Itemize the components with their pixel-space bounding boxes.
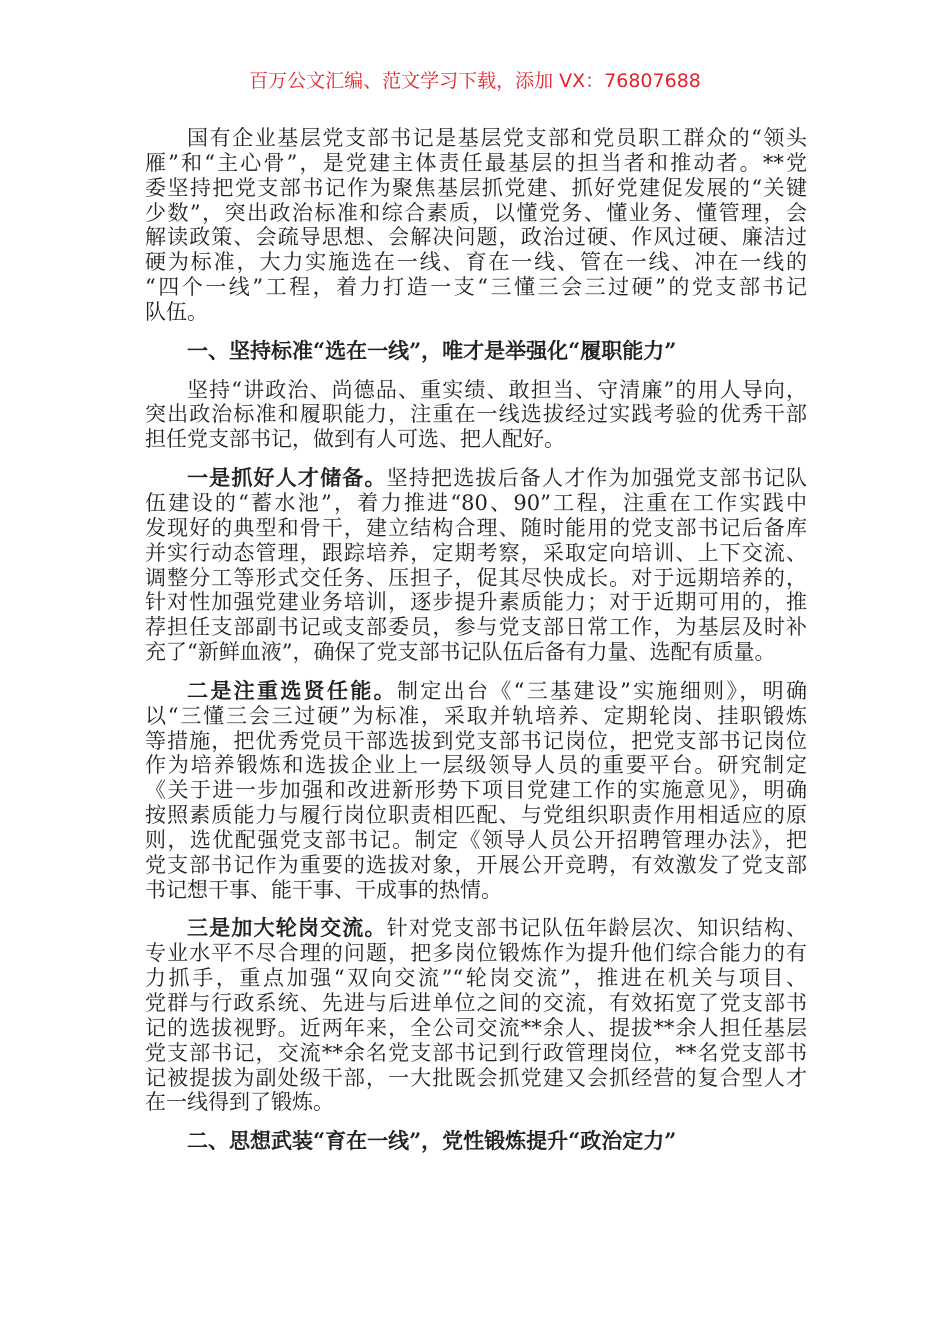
text-line: 以“三懂三会三过硬”为标准，采取并轨培养、定期轮岗、挂职锻炼: [145, 703, 807, 728]
paragraph-lead: 一是抓好人才储备。: [187, 465, 387, 491]
text-line: 则，选优配强党支部书记。制定《领导人员公开招聘管理办法》，把: [145, 827, 807, 852]
text-line: 《关于进一步加强和改进新形势下项目党建工作的实施意见》，明确: [145, 778, 807, 803]
text-line: 记的选拔视野。近两年来，全公司交流**余人、提拔**余人担任基层: [145, 1015, 807, 1040]
text-line: “四个一线”工程，着力打造一支“三懂三会三过硬”的党支部书记: [145, 275, 807, 300]
text-line: 二、思想武装“育在一线”，党性锻炼提升“政治定力”: [187, 1128, 677, 1154]
text-line: 作为培养锻炼和选拔企业上一层级领导人员的重要平台。研究制定: [145, 753, 807, 778]
paragraph: [145, 466, 807, 665]
text-line: 发现好的典型和骨干，建立结构合理、随时能用的党支部书记后备库: [145, 515, 807, 540]
text-line: 委坚持把党支部书记作为聚焦基层抓党建、抓好党建促发展的“关键: [145, 175, 807, 200]
text-line: 坚持“讲政治、尚德品、重实绩、敢担当、守清廉”的用人导向，: [187, 377, 807, 402]
text-line: 充了“新鲜血液”，确保了党支部书记队伍后备有力量、选配有质量。: [145, 640, 776, 665]
section-heading: [145, 339, 807, 364]
paragraph: [145, 126, 807, 325]
text-line: 力抓手，重点加强“双向交流”“轮岗交流”，推进在机关与项目、: [145, 966, 807, 991]
text-line: 并实行动态管理，跟踪培养，定期考察，采取定向培训、上下交流、: [145, 540, 807, 565]
text-line: 记被提拔为副处级干部，一大批既会抓党建又会抓经营的复合型人才: [145, 1065, 807, 1090]
text-line: 解读政策、会疏导思想、会解决问题，政治过硬、作风过硬、廉洁过: [145, 225, 807, 250]
text-line: 少数”，突出政治标准和综合素质，以懂党务、懂业务、懂管理，会: [145, 200, 807, 225]
text-line: 专业水平不尽合理的问题，把多岗位锻炼作为提升他们综合能力的有: [145, 941, 807, 966]
paragraph: [145, 916, 807, 1115]
text-line: 队伍。: [145, 299, 208, 324]
line-text: 坚持把选拔后备人才作为加强党支部书记队: [386, 466, 808, 491]
text-line: 调整分工等形式交任务、压担子，促其尽快成长。对于远期培养的，: [145, 565, 807, 590]
text-line: 伍建设的“蓄水池”，着力推进“80、90”工程，注重在工作实践中: [145, 490, 807, 515]
text-line: 等措施，把优秀党员干部选拔到党支部书记岗位，把党支部书记岗位: [145, 728, 807, 753]
line-text: 制定出台《“三基建设”实施细则》，明确: [397, 678, 807, 703]
text-line: 突出政治标准和履职能力，注重在一线选拔经过实践考验的优秀干部: [145, 402, 807, 427]
text-line: 荐担任支部副书记或支部委员，参与党支部日常工作，为基层及时补: [145, 615, 807, 640]
text-line: 针对性加强党建业务培训，逐步提升素质能力；对于近期可用的，推: [145, 590, 807, 615]
text-line: 党支部书记，交流**余名党支部书记到行政管理岗位，**名党支部书: [145, 1040, 807, 1065]
text-line: 雁”和“主心骨”，是党建主体责任最基层的担当者和推动者。**党: [145, 150, 807, 175]
section-heading: [145, 1129, 807, 1154]
text-line: 在一线得到了锻炼。: [145, 1090, 334, 1115]
text-line: 按照素质能力与履行岗位职责相匹配、与党组织职责作用相适应的原: [145, 803, 807, 828]
text-line: 党支部书记作为重要的选拔对象，开展公开竞聘，有效激发了党支部: [145, 852, 807, 877]
text-line: 国有企业基层党支部书记是基层党支部和党员职工群众的“领头: [187, 126, 807, 150]
watermark-banner: 百万公文汇编、范文学习下载，添加 VX：76807688: [249, 70, 701, 92]
text-line: 一、坚持标准“选在一线”，唯才是举强化“履职能力”: [187, 337, 677, 363]
text-line: [145, 466, 807, 491]
text-line: [145, 679, 807, 704]
text-line: 书记想干事、能干事、干成事的热情。: [145, 877, 502, 902]
paragraph: [145, 679, 807, 903]
line-text: 针对党支部书记队伍年龄层次、知识结构、: [386, 916, 808, 941]
text-line: 硬为标准，大力实施选在一线、育在一线、管在一线、冲在一线的: [145, 250, 807, 275]
paragraph: [145, 378, 807, 453]
text-line: [145, 916, 807, 941]
text-line: 党群与行政系统、先进与后进单位之间的交流，有效拓宽了党支部书: [145, 991, 807, 1015]
text-line: 担任党支部书记，做到有人可选、把人配好。: [145, 427, 565, 452]
document-body: [145, 126, 807, 1168]
paragraph-lead: 三是加大轮岗交流。: [187, 915, 387, 941]
paragraph-lead: 二是注重选贤任能。: [187, 677, 398, 703]
